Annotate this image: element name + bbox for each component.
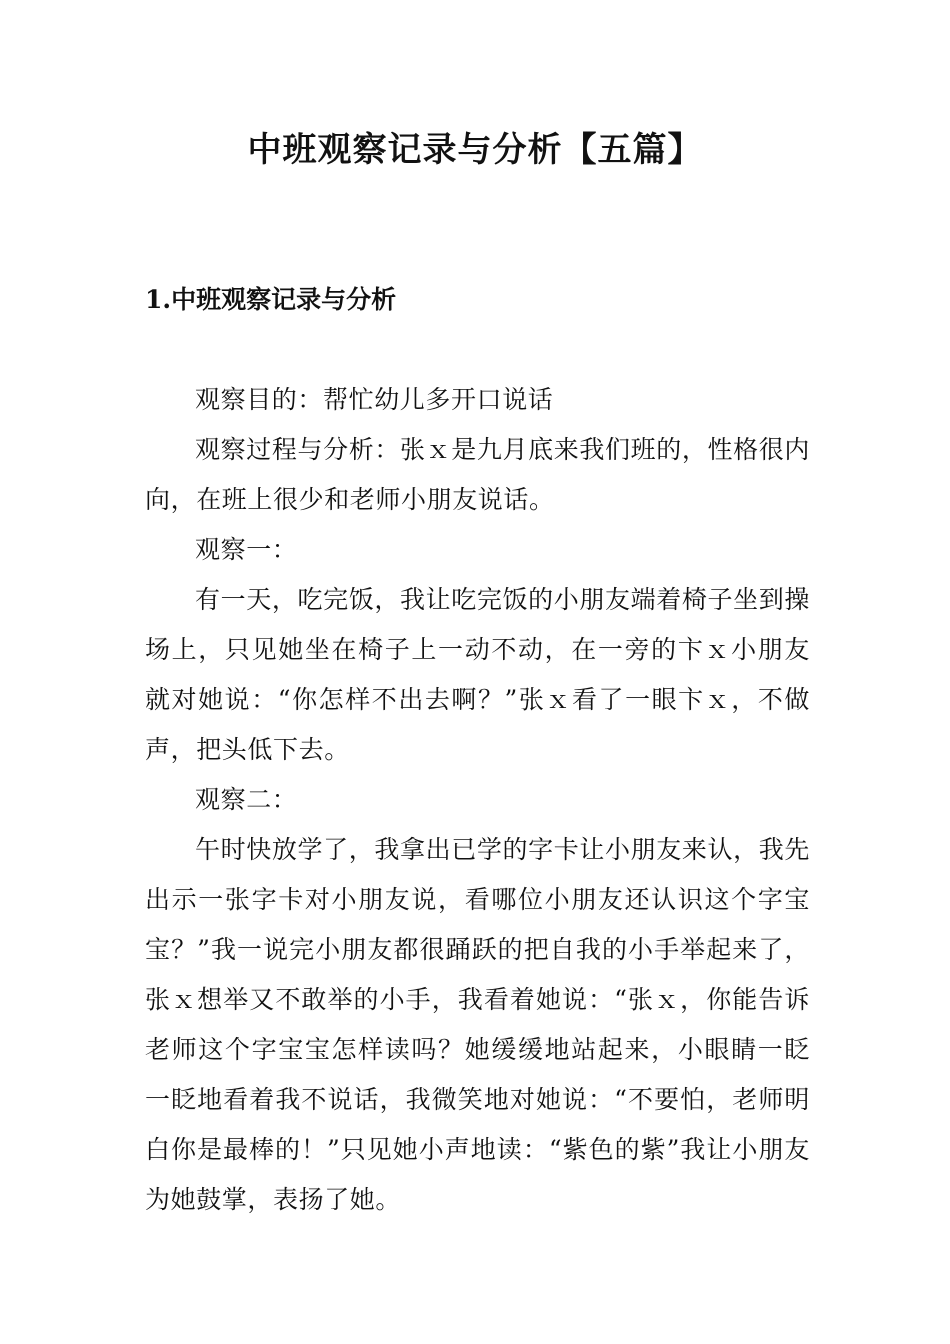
paragraph-observation-goal: 观察目的：帮忙幼儿多开口说话: [195, 385, 554, 414]
paragraph-observation-one-text: 有一天，吃完饭，我让吃完饭的小朋友端着椅子坐到操场上，只见她坐在椅子上一动不动，在一旁的卞ｘ小朋友就对她说：“你怎样不出去啊？”张ｘ看了一眼卞ｘ，不做声，把头低下去。: [145, 585, 810, 764]
section-heading: 1.中班观察记录与分析: [145, 285, 397, 314]
document-title: 中班观察记录与分析【五篇】: [247, 130, 703, 170]
paragraph-observation-two-text: 午时快放学了，我拿出已学的字卡让小朋友来认，我先出示一张字卡对小朋友说，看哪位小朋友还认识这个字宝宝？”我一说完小朋友都很踊跃的把自我的小手举起来了，张ｘ想举又不敢举的小手，我看着她说：“张ｘ，你能告诉老师这个字宝宝怎样读吗？她缓缓地站起来，小眼睛一眨一眨地看着我不说话，我微笑地对她说：“不要怕，老师明白你是最棒的！”只见她小声地读：“紫色的紫”我让小朋友为她鼓掌，表扬了她。: [145, 835, 810, 1214]
paragraph-observation-two-label: 观察二：: [195, 785, 298, 814]
document-body: [145, 375, 810, 1225]
paragraph-process-analysis: 观察过程与分析：张ｘ是九月底来我们班的，性格很内向，在班上很少和老师小朋友说话。: [145, 435, 810, 514]
paragraph-observation-one-label: 观察一：: [195, 535, 298, 564]
